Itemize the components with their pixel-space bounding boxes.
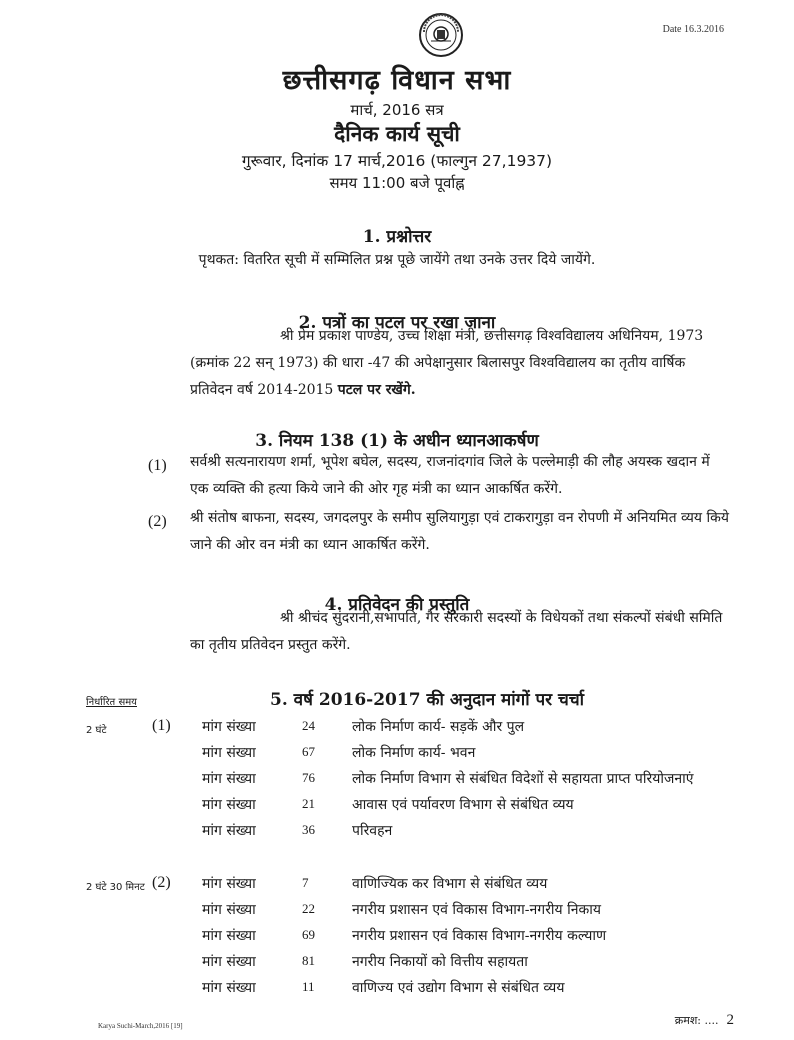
footer-reference: Karya Suchi-March,2016 [19]: [98, 1022, 183, 1030]
calling-attention-item: श्री संतोष बाफना, सदस्य, जगदलपुर के समीप सुलियागुड़ा एवं टाकरागुड़ा वन रोपणी में अनियमित व्यय किये जाने की ओर वन मंत्री का ध्यान आकर्षित करेंगे.: [190, 510, 729, 553]
demand-label: मांग संख्या: [202, 954, 256, 970]
demand-number: 81: [302, 953, 315, 968]
section-heading-papers: 2. पत्रों का पटल पर रखा जाना: [298, 313, 496, 333]
item-number: (1): [148, 457, 167, 474]
allocated-time: 2 घंटे: [86, 725, 107, 736]
demand-row: [0, 769, 794, 795]
demand-row: [0, 952, 794, 978]
demand-label: मांग संख्या: [202, 980, 256, 996]
document-date: Date 16.3.2016: [662, 24, 724, 35]
demand-description: नगरीय प्रशासन एवं विकास विभाग-नगरीय निकाय: [352, 902, 602, 918]
demand-number: 21: [302, 796, 315, 811]
item-number: (2): [148, 513, 167, 530]
papers-text-bold: पटल पर रखेंगे.: [337, 382, 416, 398]
demand-label: मांग संख्या: [202, 797, 256, 813]
assembly-seal-icon: [418, 12, 464, 58]
demand-label: मांग संख्या: [202, 745, 256, 761]
section-heading-calling-attention: 3. नियम 138 (1) के अधीन ध्यानआकर्षण: [255, 431, 539, 451]
demand-row: [0, 795, 794, 821]
allocated-time: 2 घंटे 30 मिनट: [86, 882, 145, 893]
demand-number: 7: [302, 875, 309, 890]
allocated-time-label: निर्धारित समय: [86, 697, 137, 708]
demand-label: मांग संख्या: [202, 902, 256, 918]
demand-description: नगरीय निकायों को वित्तीय सहायता: [352, 954, 528, 970]
continued-marker: [675, 1012, 734, 1029]
group-number: (1): [152, 717, 171, 734]
section-text-questions: पृथकत: वितरित सूची में सम्मिलित प्रश्न पूछे जायेंगे तथा उनके उत्तर दिये जायेंगे.: [198, 252, 596, 268]
papers-text: श्री प्रेम प्रकाश पाण्डेय, उच्च शिक्षा मंत्री, छत्तीसगढ़ विश्वविद्यालय अधिनियम, 1973 (क्रमांक 22 सन् 1973) की धारा -47 की अपेक्षानुसार बिलासपुर विश्वविद्यालय का तृतीय वार्षिक प्रतिवेदन वर्ष 2014-2015: [190, 328, 704, 398]
demand-number: 24: [302, 718, 315, 733]
demand-description: लोक निर्माण कार्य- सड़कें और पुल: [352, 719, 525, 735]
sitting-date: गुरूवार, दिनांक 17 मार्च,2016 (फाल्गुन 27,1937): [241, 152, 553, 170]
section-text-papers: [190, 323, 730, 404]
demand-description: वाणिज्यिक कर विभाग से संबंधित व्यय: [352, 876, 548, 892]
demand-number: 67: [302, 744, 315, 759]
assembly-title: छत्तीसगढ़ विधान सभा: [282, 65, 512, 96]
section-heading-demands: 5. वर्ष 2016-2017 की अनुदान मांगों पर चर्चा: [270, 690, 585, 710]
demand-row: [0, 821, 794, 847]
demand-label: मांग संख्या: [202, 876, 256, 892]
demand-description: आवास एवं पर्यावरण विभाग से संबंधित व्यय: [352, 797, 574, 813]
session-label: मार्च, 2016 सत्र: [350, 101, 444, 119]
demand-row: [0, 900, 794, 926]
demand-label: मांग संख्या: [202, 928, 256, 944]
demand-description: वाणिज्य एवं उद्योग विभाग से संबंधित व्यय: [352, 980, 565, 996]
demand-row: [0, 978, 794, 1004]
demand-number: 11: [302, 979, 315, 994]
demand-number: 76: [302, 770, 315, 785]
section-text-report: श्री श्रीचंद सुंदरानी,सभापति, गैर सरकारी सदस्यों के विधेयकों तथा संकल्पों संबंधी समिति का तृतीय प्रतिवेदन प्रस्तुत करेंगे.: [190, 610, 723, 653]
page-number: 2: [726, 1012, 734, 1028]
demand-number: 36: [302, 822, 315, 837]
demand-description: परिवहन: [352, 823, 393, 839]
demand-row: [0, 717, 794, 743]
demand-label: मांग संख्या: [202, 719, 256, 735]
continued-label: क्रमश: ....: [674, 1014, 719, 1027]
demand-description: नगरीय प्रशासन एवं विकास विभाग-नगरीय कल्याण: [352, 928, 607, 944]
demand-description: लोक निर्माण कार्य- भवन: [352, 745, 476, 761]
demand-description: लोक निर्माण विभाग से संबंधित विदेशों से सहायता प्राप्त परियोजनाएं: [352, 771, 694, 787]
calling-attention-item: सर्वश्री सत्यनारायण शर्मा, भूपेश बघेल, सदस्य, राजनांदगांव जिले के पल्लेमाड़ी की लौह अयस्क खदान में एक व्यक्ति की हत्या किये जाने की ओर गृह मंत्री का ध्यान आकर्षित करेंगे.: [190, 454, 710, 497]
demand-number: 69: [302, 927, 315, 942]
demand-row: [0, 743, 794, 769]
document-title: दैनिक कार्य सूची: [334, 122, 460, 146]
section-heading-report: 4. प्रतिवेदन की प्रस्तुति: [324, 595, 470, 615]
demand-number: 22: [302, 901, 315, 916]
section-heading-questions: 1. प्रश्नोत्तर: [362, 227, 432, 247]
sitting-time: समय 11:00 बजे पूर्वाह्न: [329, 174, 465, 192]
demand-row: [0, 926, 794, 952]
demand-label: मांग संख्या: [202, 823, 256, 839]
demand-row: [0, 874, 794, 900]
demand-label: मांग संख्या: [202, 771, 256, 787]
group-number: (2): [152, 874, 171, 891]
